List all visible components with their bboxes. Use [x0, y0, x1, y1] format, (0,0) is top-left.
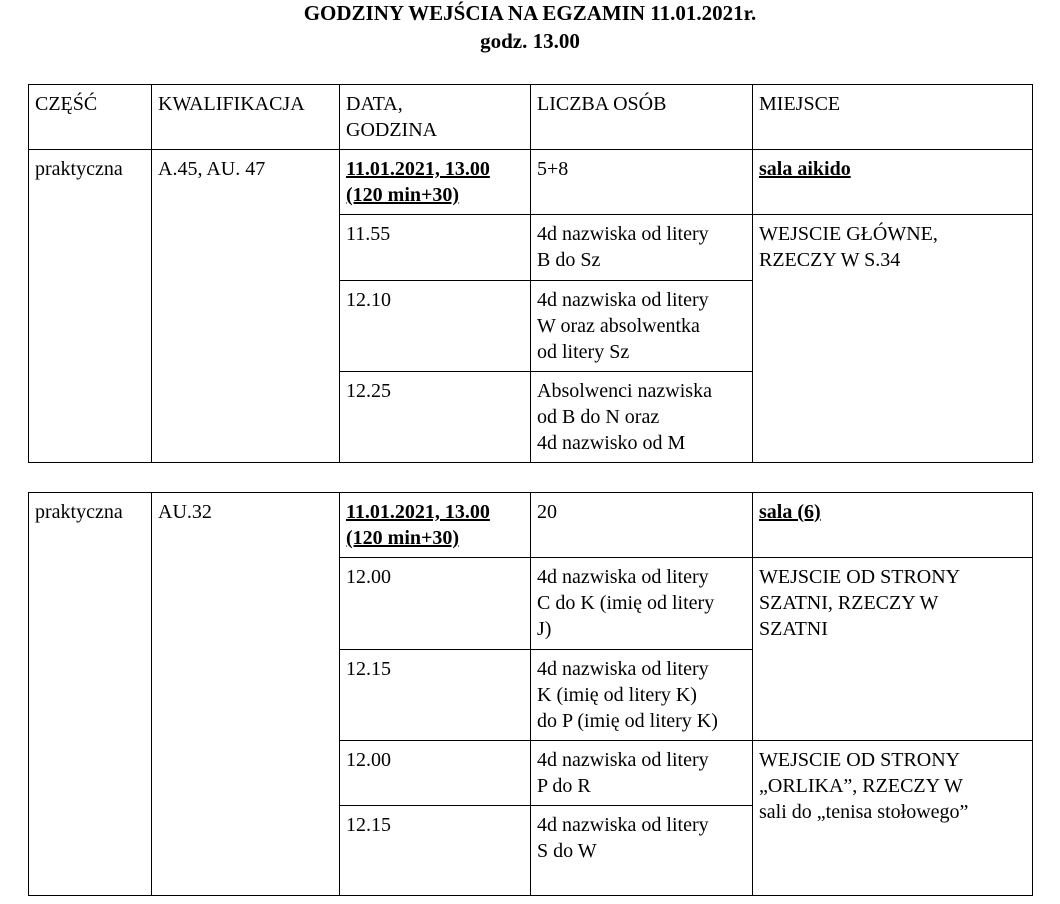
- kwalifikacja-cell: AU.32: [152, 493, 340, 896]
- people-count-cell: 20: [531, 493, 753, 558]
- header-miejsce: MIEJSCE: [753, 85, 1033, 150]
- entry-time-cell: 11.55: [340, 215, 531, 281]
- group-cell: Absolwenci nazwiska od B do N oraz 4d nazwisko od M: [531, 372, 753, 463]
- entry-time-cell: 12.10: [340, 281, 531, 372]
- group-cell: 4d nazwiska od litery K (imię od litery K) do P (imię od litery K): [531, 650, 753, 741]
- group-cell: 4d nazwiska od litery C do K (imię od litery J): [531, 558, 753, 650]
- date-time-cell: 11.01.2021, 13.00 (120 min+30): [340, 493, 531, 558]
- entrance-cell: WEJSCIE GŁÓWNE, RZECZY W S.34: [753, 215, 1033, 463]
- room-cell: sala aikido: [753, 150, 1033, 215]
- entry-time-cell: 12.00: [340, 558, 531, 650]
- header-row: [29, 85, 1033, 150]
- entrance-cell: WEJSCIE OD STRONY SZATNI, RZECZY W SZATNI: [753, 558, 1033, 741]
- group-cell: 4d nazwiska od litery S do W: [531, 806, 753, 896]
- group-cell: 4d nazwiska od litery P do R: [531, 741, 753, 806]
- page-subtitle: godz. 13.00: [480, 29, 580, 53]
- date-time-cell: 11.01.2021, 13.00 (120 min+30): [340, 150, 531, 215]
- table-row: [29, 493, 1033, 558]
- czesc-cell: praktyczna: [29, 150, 152, 463]
- page-title: GODZINY WEJŚCIA NA EGZAMIN 11.01.2021r.: [303, 1, 757, 25]
- czesc-cell: praktyczna: [29, 493, 152, 896]
- kwalifikacja-cell: A.45, AU. 47: [152, 150, 340, 463]
- table-row: [29, 150, 1033, 215]
- header-czesc: CZĘŚĆ: [29, 85, 152, 150]
- entry-time-cell: 12.00: [340, 741, 531, 806]
- schedule-table-1: [28, 84, 1033, 463]
- group-cell: 4d nazwiska od litery W oraz absolwentka od litery Sz: [531, 281, 753, 372]
- entry-time-cell: 12.15: [340, 650, 531, 741]
- entrance-cell: WEJSCIE OD STRONY „ORLIKA”, RZECZY W sali do „tenisa stołowego”: [753, 741, 1033, 896]
- entry-time-cell: 12.15: [340, 806, 531, 896]
- header-liczba-osob: LICZBA OSÓB: [531, 85, 753, 150]
- room-cell: sala (6): [753, 493, 1033, 558]
- people-count-cell: 5+8: [531, 150, 753, 215]
- schedule-table-2: [28, 492, 1033, 896]
- group-cell: 4d nazwiska od litery B do Sz: [531, 215, 753, 281]
- header-kwalifikacja: KWALIFIKACJA: [152, 85, 340, 150]
- header-data-godzina: DATA, GODZINA: [340, 85, 531, 150]
- entry-time-cell: 12.25: [340, 372, 531, 463]
